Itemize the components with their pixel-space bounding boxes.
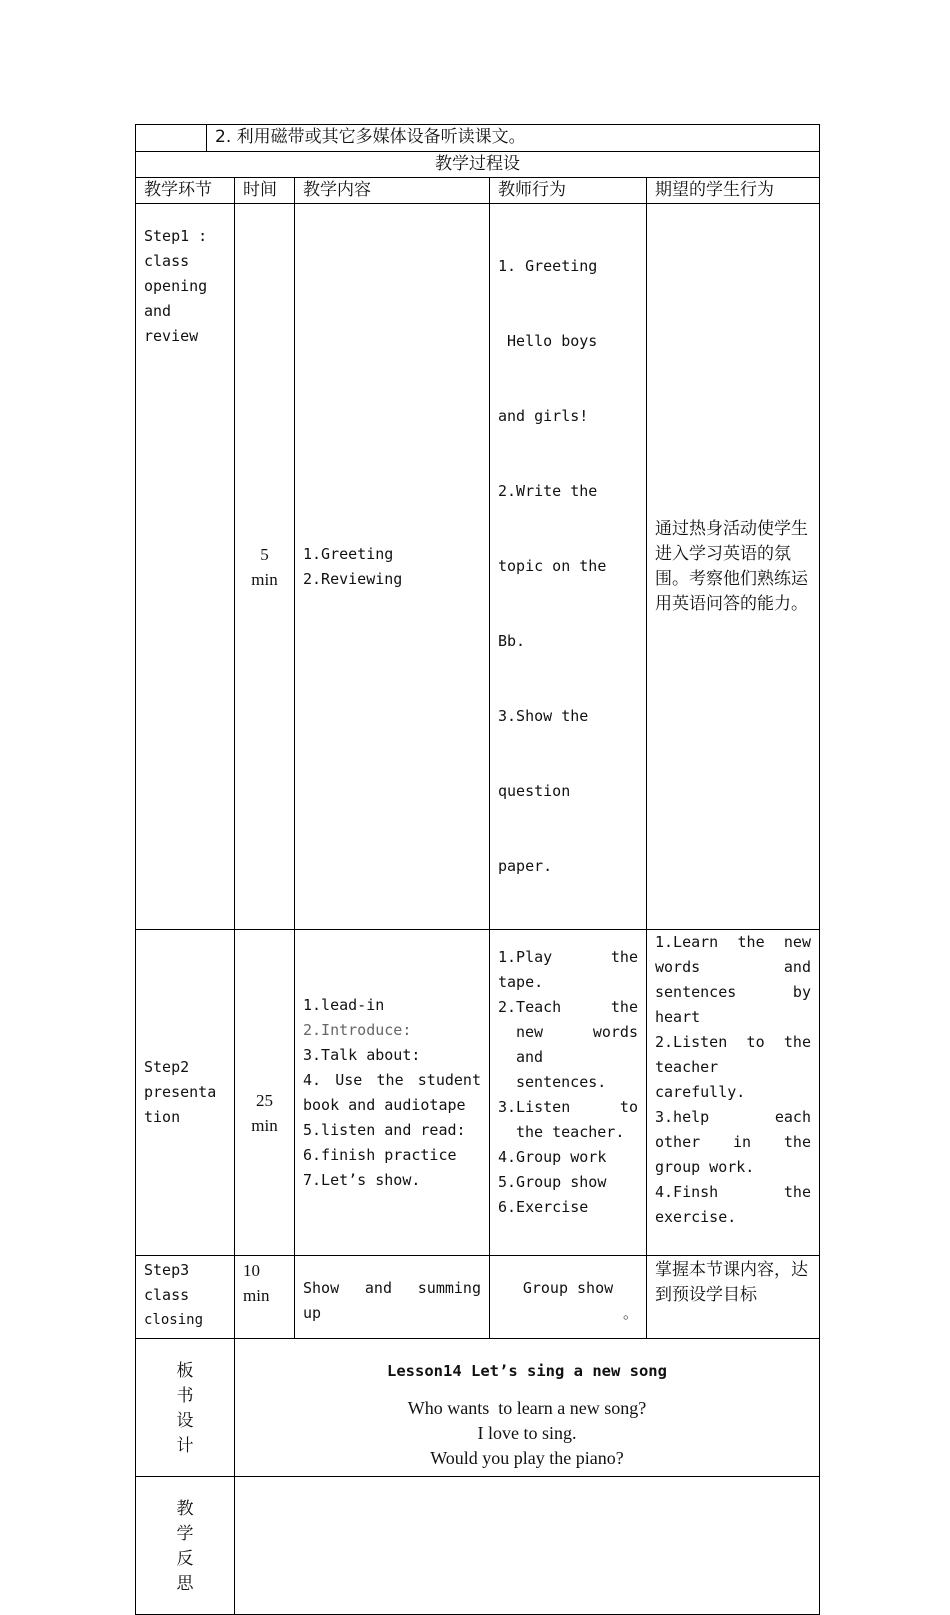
step2-time: [235, 930, 295, 1256]
time-unit: min: [251, 569, 278, 589]
step1-time: [235, 204, 295, 930]
step1-line: Step1 :: [144, 227, 208, 245]
teacher-line: Hello boys: [498, 332, 598, 350]
step3-line: Step3: [144, 1261, 190, 1279]
step1-line: class: [144, 252, 190, 270]
board-label-char: 板: [176, 1361, 194, 1381]
board-title: Lesson14 Let’s sing a new song: [387, 1362, 667, 1380]
reflection-label-char: 反: [176, 1549, 194, 1569]
step2-name: [136, 930, 235, 1256]
step3-content: [295, 1256, 490, 1339]
teacher-line: Bb.: [498, 632, 526, 650]
student-line: heart: [655, 1008, 701, 1026]
step2-content: [295, 930, 490, 1256]
header-teacher: 教师行为: [490, 178, 647, 204]
board-content: [235, 1339, 820, 1477]
student-line: other in the: [655, 1133, 811, 1151]
header-student: 期望的学生行为: [647, 178, 820, 204]
teacher-line: 4.Group work: [498, 1148, 607, 1166]
section-title-row: [136, 152, 820, 178]
step3-time: [235, 1256, 295, 1339]
student-line: sentences by: [655, 983, 811, 1001]
lesson-plan-document: [135, 124, 819, 1615]
teacher-line: 1.Play the: [498, 948, 638, 966]
reflection-label-char: 教: [176, 1499, 194, 1519]
step2-student: [647, 930, 820, 1256]
teacher-line: 2.Teach the: [498, 998, 638, 1016]
step3-line: class: [144, 1286, 190, 1304]
objective-label-cell: [136, 125, 207, 151]
teacher-line: 1. Greeting: [498, 257, 598, 275]
content-line: 6.finish practice: [303, 1145, 457, 1164]
teacher-line: the teacher.: [516, 1123, 625, 1141]
step1-line: opening: [144, 277, 208, 295]
teacher-line: 3.Listen to: [498, 1098, 638, 1116]
step2-line: presenta: [144, 1083, 217, 1101]
student-line: carefully.: [655, 1083, 746, 1101]
step1-line: review: [144, 327, 199, 345]
reflection-row: [136, 1477, 820, 1615]
lesson-plan-table: [135, 124, 820, 1615]
student-line: 3.help each: [655, 1108, 811, 1126]
content-line: 5.listen and read:: [303, 1120, 466, 1139]
student-line: teacher: [655, 1058, 719, 1076]
board-label-char: 计: [176, 1436, 194, 1456]
content-line: book and audiotape: [303, 1095, 466, 1114]
board-line: I love to sing.: [477, 1423, 577, 1443]
reflection-label-char: 思: [176, 1574, 194, 1594]
header-row: [136, 178, 820, 204]
teacher-line: 3.Show the: [498, 707, 589, 725]
teacher-line: sentences.: [516, 1073, 607, 1091]
time-value: 10: [243, 1261, 260, 1280]
student-line: exercise.: [655, 1208, 737, 1226]
content-line: 3.Talk about:: [303, 1045, 421, 1064]
step3-line: closing: [144, 1312, 204, 1328]
step1-line: and: [144, 302, 172, 320]
content-line: 2.Reviewing: [303, 569, 403, 588]
objective-text: 2. 利用磁带或其它多媒体设备听读课文。: [215, 127, 526, 147]
student-line: 1.Learn the new: [655, 933, 811, 951]
step1-row: [136, 204, 820, 930]
content-line: 1.lead-in: [303, 995, 385, 1014]
objective-row: [136, 125, 820, 152]
step1-content: [295, 204, 490, 930]
reflection-label-char: 学: [176, 1524, 194, 1544]
step3-row: [136, 1256, 820, 1339]
teacher-line: question: [498, 782, 571, 800]
teacher-line: 6.Exercise: [498, 1198, 589, 1216]
content-line: up: [303, 1304, 322, 1322]
header-content: 教学内容: [295, 178, 490, 204]
board-line: Would you play the piano?: [430, 1448, 624, 1468]
teacher-line: tape.: [498, 973, 544, 991]
teacher-line: and girls!: [498, 407, 589, 425]
teacher-line: and: [516, 1048, 544, 1066]
step1-teacher: [490, 204, 647, 930]
step3-name: [136, 1256, 235, 1339]
time-value: 25: [256, 1090, 273, 1110]
student-line: group work.: [655, 1158, 755, 1176]
teacher-line: paper.: [498, 857, 553, 875]
teacher-line: Group show: [522, 1279, 614, 1297]
header-time: 时间: [235, 178, 295, 204]
step3-teacher: [490, 1256, 647, 1339]
content-line: 7.Let’s show.: [303, 1170, 421, 1189]
header-step: 教学环节: [136, 178, 235, 204]
teacher-line: topic on the: [498, 557, 607, 575]
section-title: 教学过程设: [136, 152, 820, 178]
student-line: 4.Finsh the: [655, 1183, 811, 1201]
step1-student: 通过热身活动使学生进入学习英语的氛围。考察他们熟练运用英语问答的能力。: [647, 204, 820, 930]
teacher-line: 2.Write the: [498, 482, 598, 500]
board-label-char: 设: [176, 1411, 194, 1431]
board-line: Who wants to learn a new song?: [407, 1398, 647, 1418]
student-line: words and: [655, 958, 811, 976]
content-line: 1.Greeting: [303, 544, 394, 563]
content-line: 2.Introduce:: [303, 1020, 412, 1039]
teacher-line: 5.Group show: [498, 1173, 607, 1191]
time-value: 5: [260, 544, 269, 564]
step1-name: [136, 204, 235, 930]
board-label-char: 书: [176, 1386, 194, 1406]
teacher-line: 。: [622, 1304, 638, 1322]
reflection-label: [136, 1477, 235, 1615]
step2-line: Step2: [144, 1058, 190, 1076]
student-line: 2.Listen to the: [655, 1033, 811, 1051]
board-label: [136, 1339, 235, 1477]
content-line: 4. Use the student: [303, 1070, 481, 1089]
step3-student: 掌握本节课内容，达到预设学目标: [647, 1256, 820, 1339]
step2-row: [136, 930, 820, 1256]
teacher-line: new words: [516, 1023, 638, 1041]
board-row: [136, 1339, 820, 1477]
time-unit: min: [251, 1115, 278, 1135]
step2-teacher: [490, 930, 647, 1256]
content-line: Show and summing: [303, 1279, 481, 1297]
step2-line: tion: [144, 1108, 181, 1126]
time-unit: min: [243, 1286, 270, 1305]
reflection-content: [235, 1477, 820, 1615]
